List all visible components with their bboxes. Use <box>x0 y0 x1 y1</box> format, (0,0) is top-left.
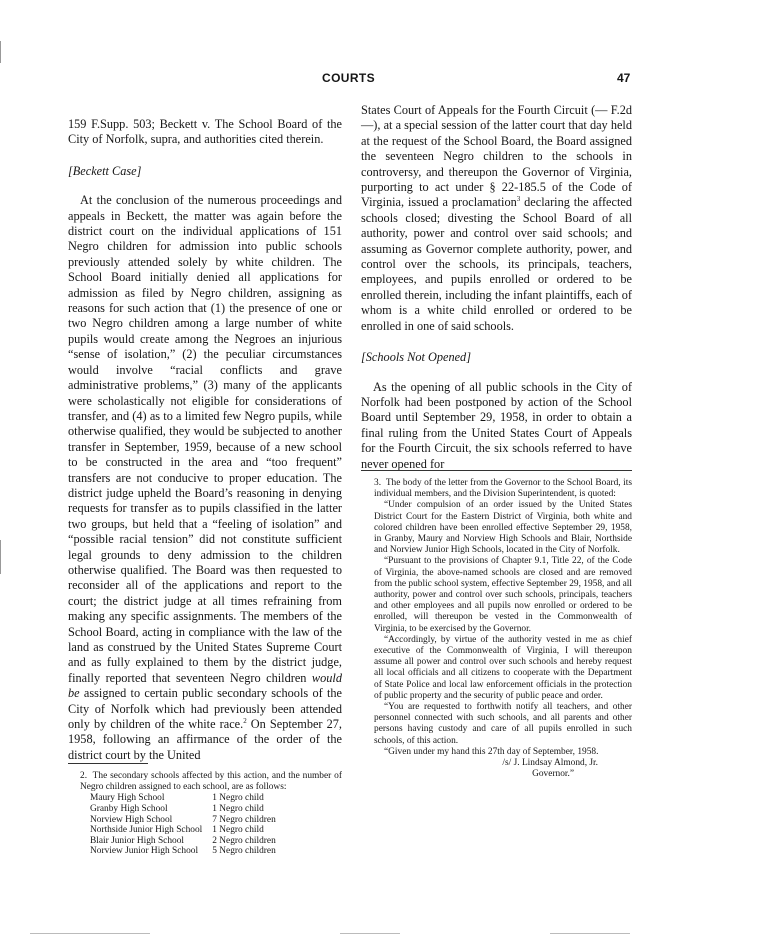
paragraph-text: At the conclusion of the numerous proceedings and appeals in Beckett, the matter was again before the district court on the individual applications of 151 Negro children for admission into public schools previously attended solely by white children. The School Board initially denied all applications for admission as filed by Negro children, assigning as reasons for such action that (1) the presence of one or two Negro children among a large number of white pupils would create among the Negroes an injurious “sense of isolation,” (2) the peculiar circumstances would involve “racial conflicts and grave administrative problems,” (3) many of the applicants were scholastically not eligible for considerations of transfer, and (4) as to a limited few Negro pupils, while otherwise qualified, they would be subjected to another transfer in September, 1959, because of a new school to be constructed in the area and “too frequent” transfers are not conducive to proper education. The district judge upheld the Board’s reasoning in denying requests for transfer as to pupils classified in the latter two groups, but held that a “feeling of isolation” and “possible racial tension” did not constitute sufficient legal grounds to deny admission to the children otherwise qualified. The Board was then requested to reconsider all of the applications and report to the court; the district judge at all times refraining from making any specific assignments. The members of the School Board, acting in compliance with the law of the land as construed by the United States Supreme Court and as fully explained to them by the district judge, finally reported that seventeen Negro children <box>68 193 342 685</box>
school-row <box>90 815 276 826</box>
footnote-rule <box>68 763 148 764</box>
page-edge-mark <box>0 540 1 574</box>
school-row <box>90 836 276 847</box>
left-column <box>68 117 342 763</box>
footnote-2 <box>80 771 342 857</box>
school-name: Granby High School <box>90 804 168 814</box>
school-name: Norview High School <box>90 814 173 825</box>
school-count: 5 Negro children <box>212 846 276 857</box>
intro-citation: 159 F.Supp. 503; Beckett v. The School Board of the City of Norfolk, supra, and authorities cited therein. <box>68 117 342 147</box>
body-paragraph <box>68 193 342 763</box>
right-column <box>361 103 632 472</box>
paragraph-text: On September 27, 1958, following an affirmance of the order of the district court by the United <box>68 717 342 762</box>
footnote-reference: 3 <box>516 195 521 204</box>
school-name: Maury High School <box>90 793 165 804</box>
school-assignment-table <box>90 793 276 857</box>
footnote-reference: 2 <box>243 716 247 725</box>
school-count: 1 Negro child <box>212 825 264 836</box>
school-name: Norview Junior High School <box>90 846 199 857</box>
page-edge-mark <box>30 933 150 934</box>
page-number: 47 <box>617 71 631 85</box>
quoted-paragraph: “You are requested to forthwith notify all teachers, and other personnel connected with such schools, and all parents and other persons having custody and care of all pupils enrolled in such schools, of this action. <box>374 702 632 746</box>
section-heading-beckett: [Beckett Case] <box>68 163 142 178</box>
emphasis-text: would be <box>68 670 342 701</box>
quoted-paragraph: “Under compulsion of an order issued by the United States District Court for the Eastern District of Virginia, both white and colored children have been enrolled effective September 29, 1958, in Granby, Maury and Norview High Schools and Blair, Northside and Norview Junior High Schools, located in the City of Norfolk. <box>374 500 632 556</box>
body-paragraph: As the opening of all public schools in the City of Norfolk had been postponed by action of the School Board until September 29, 1958, in order to obtain a final ruling from the United States Court of Appeals for the Fourth Circuit, the six schools referred to have never opened for <box>361 379 632 471</box>
school-count: 2 Negro children <box>212 835 276 846</box>
body-paragraph <box>361 103 632 334</box>
paragraph-text: States Court of Appeals for the Fourth Circuit (— F.2d —), at a special session of the latter court that day held at the request of the School Board, the Board assigned the seventeen Negro children to the schools in controversy, and thereupon the Governor of Virginia, purporting to act under § 22-185.5 of the Code of Virginia, issued a proclamation <box>361 103 632 210</box>
footnote-text <box>80 771 342 793</box>
school-count: 1 Negro child <box>212 804 264 814</box>
signature-title: Governor.” <box>532 769 574 780</box>
school-count: 1 Negro child <box>212 793 264 804</box>
school-name: Blair Junior High School <box>90 835 185 846</box>
footnote-rule <box>361 470 632 471</box>
quoted-paragraph: “Pursuant to the provisions of Chapter 9.1, Title 22, of the Code of Virginia, the above-named schools are closed and are removed from the public school system, effective September 29, 1958, and all authority, power and control over such schools, principals, teachers and other employees and all pupils now enrolled or ordered to be enrolled, will thereupon be vested in the Commonwealth of Virginia, to be exercised by the Governor. <box>374 556 632 634</box>
school-row <box>90 825 276 836</box>
paragraph-text: declaring the affected schools closed; divesting the School Board of all authority, power and control over said schools; and assuming as Governor complete authority, power, and control over the schools, its principals, teachers, employees, and pupils enrolled or ordered to be enrolled therein, including the infant plaintiffs, each of whom is a white child enrolled or ordered to be enrolled in one of said schools. <box>361 195 632 333</box>
school-row <box>90 793 276 804</box>
footnote-body: The body of the letter from the Governor to the School Board, its individual members, and the Division Superintendent, is quoted: <box>374 478 632 500</box>
section-heading-schools-not-opened: [Schools Not Opened] <box>361 350 471 365</box>
school-name: Northside Junior High School <box>90 825 203 836</box>
footnote-number: 2. <box>80 771 88 781</box>
page-edge-mark <box>340 933 400 934</box>
school-row <box>90 804 276 815</box>
school-count: 7 Negro children <box>212 814 276 825</box>
running-header-title: COURTS <box>322 71 376 85</box>
page-edge-mark <box>550 933 630 934</box>
footnote-number: 3. <box>374 478 382 488</box>
footnote-3 <box>374 478 632 780</box>
quoted-paragraph: “Accordingly, by virtue of the authority vested in me as chief executive of the Commonwealth of Virginia, I will thereupon assume all power and control over such schools and hereby request all local officials and all citizens to cooperate with the Department of State Police and local law enforcement officials in the protection of public property and the security of public peace and order. <box>374 634 632 701</box>
quoted-paragraph: “Given under my hand this 27th day of September, 1958. <box>384 746 599 757</box>
page-edge-mark <box>0 41 1 63</box>
school-row <box>90 846 276 857</box>
footnote-body: The secondary schools affected by this action, and the number of Negro children assigned to each school, are as follows: <box>80 771 342 793</box>
footnote-text <box>374 478 632 500</box>
signature-line: /s/ J. Lindsay Almond, Jr. <box>502 758 598 769</box>
paragraph-text: assigned to certain public secondary schools of the City of Norfolk which had previously been attended only by children of the white race. <box>68 686 342 732</box>
